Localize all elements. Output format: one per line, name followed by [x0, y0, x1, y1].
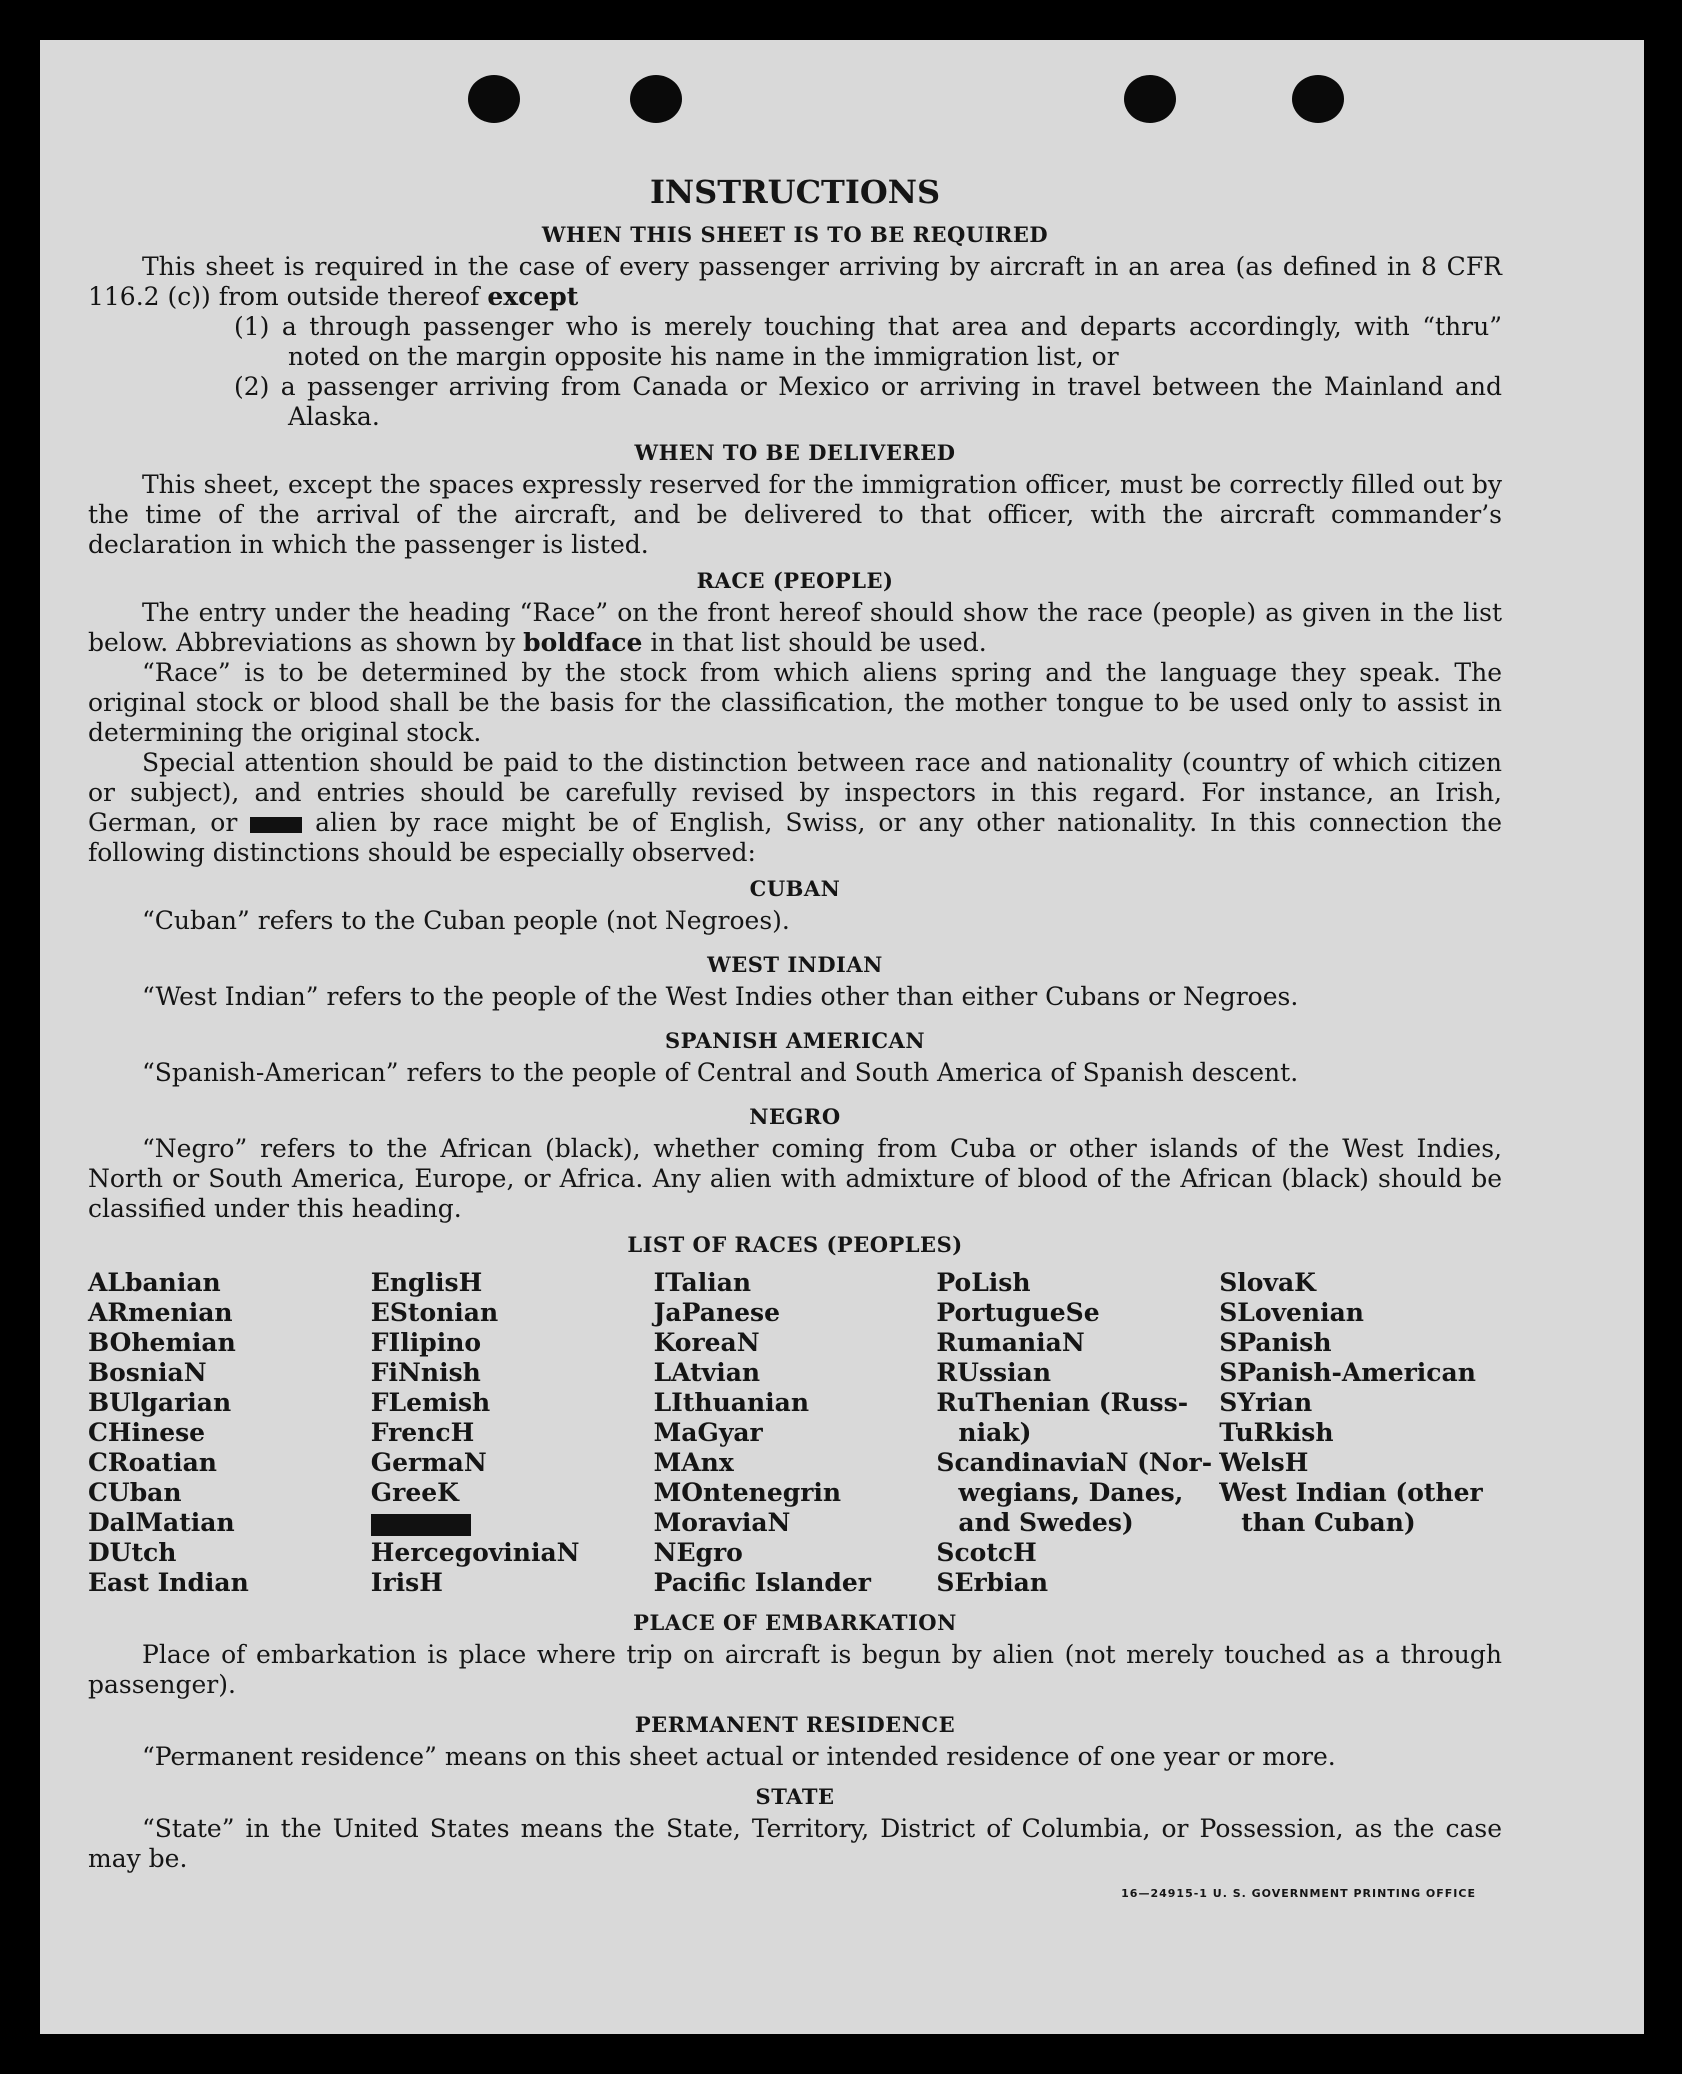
section-heading-race-list: LIST OF RACES (PEOPLES): [627, 1232, 963, 1257]
exception-list: [88, 312, 1502, 432]
race-entry: CUban: [88, 1478, 182, 1507]
punch-hole: [1292, 75, 1344, 123]
document-page: [40, 40, 1644, 2034]
race-entry-continued: and Swedes): [958, 1508, 1134, 1537]
section-heading-state: STATE: [755, 1784, 835, 1809]
race-paragraph-1: [88, 598, 1502, 658]
punch-hole: [630, 75, 682, 123]
race-column-2: [371, 1268, 654, 1598]
race-entry: PortugueSe: [936, 1298, 1100, 1327]
race-entry: JaPanese: [653, 1298, 781, 1327]
required-intro-text: This sheet is required in the case of every passenger arriving by aircraft in an area (as defined in 8 CFR 116.2 (c)) from outside thereof: [88, 252, 1502, 311]
race-entry: EStonian: [370, 1298, 499, 1327]
race-entry: East Indian: [88, 1568, 249, 1597]
race-entry: BosniaN: [88, 1358, 207, 1387]
race-column-3: [654, 1268, 937, 1598]
race-entry: IrisH: [370, 1568, 443, 1597]
race-p1-text: The entry under the heading “Race” on the front hereof should show the race (people) as given in the list below. Abbreviations as shown by: [88, 598, 1502, 657]
section-heading-delivered: WHEN TO BE DELIVERED: [634, 440, 956, 465]
item-text: a passenger arriving from Canada or Mexico or arriving in travel between the Mainland and Alaska.: [280, 372, 1502, 431]
race-entry: SlovaK: [1219, 1268, 1316, 1297]
race-entry: DalMatian: [88, 1508, 235, 1537]
race-entry: MOntenegrin: [653, 1478, 842, 1507]
residence-text: “Permanent residence” means on this sheet actual or intended residence of one year or more.: [142, 1742, 1336, 1771]
race-entry-continued: than Cuban): [1241, 1508, 1416, 1537]
race-entry: Pacific Islander: [653, 1568, 871, 1597]
race-entry: SYrian: [1219, 1388, 1313, 1417]
race-entry-continued: niak): [958, 1418, 1032, 1447]
race-entry: MoraviaN: [653, 1508, 791, 1537]
race-entry: West Indian (other: [1219, 1478, 1483, 1507]
race-entry: EnglisH: [370, 1268, 483, 1297]
race-entry: NEgro: [653, 1538, 743, 1567]
race-entry: ScotcH: [936, 1538, 1037, 1567]
delivered-text: This sheet, except the spaces expressly reserved for the immigration officer, must be correctly filled out by the time of the arrival of the aircraft, and be delivered to that officer, with the aircraft commander’s declaration in which the passenger is listed.: [88, 470, 1502, 559]
section-heading-cuban: CUBAN: [749, 876, 841, 901]
race-entry: MaGyar: [653, 1418, 763, 1447]
race-entry: KoreaN: [653, 1328, 760, 1357]
section-heading-negro: NEGRO: [749, 1104, 841, 1129]
race-column-1: [88, 1268, 371, 1598]
item-number: (1): [234, 312, 270, 341]
redaction-mark: [371, 1514, 471, 1536]
race-entry-continued: wegians, Danes,: [958, 1478, 1184, 1507]
race-entry: SLovenian: [1219, 1298, 1364, 1327]
race-entry: MAnx: [653, 1448, 734, 1477]
required-intro: [88, 252, 1502, 312]
required-except: except: [487, 282, 579, 311]
spanish-american-text: “Spanish-American” refers to the people of Central and South America of Spanish descent.: [142, 1058, 1299, 1087]
race-entry: SPanish: [1219, 1328, 1332, 1357]
page-title: INSTRUCTIONS: [649, 173, 941, 211]
race-entry: RuThenian (Russ-: [936, 1388, 1189, 1417]
punch-hole: [1124, 75, 1176, 123]
race-entry: SPanish-American: [1219, 1358, 1476, 1387]
race-entry: BOhemian: [88, 1328, 236, 1357]
race-p3-end: alien by race might be of English, Swiss, or any other nationality. In this connection the following distinctions should be especially observed:: [88, 808, 1502, 867]
race-entry: FLemish: [370, 1388, 491, 1417]
race-entry: FIlipino: [370, 1328, 482, 1357]
redaction-mark: [250, 817, 302, 833]
race-p1-end: in that list should be used.: [642, 628, 987, 657]
race-entry: ARmenian: [88, 1298, 233, 1327]
race-entry: WelsH: [1219, 1448, 1309, 1477]
race-entry: FrencH: [370, 1418, 475, 1447]
embarkation-text: Place of embarkation is place where trip on aircraft is begun by alien (not merely touched as a through passenger).: [88, 1640, 1502, 1699]
race-entry: PoLish: [936, 1268, 1031, 1297]
section-heading-residence: PERMANENT RESIDENCE: [634, 1712, 956, 1737]
race-entry: GreeK: [370, 1478, 459, 1507]
section-heading-race: RACE (PEOPLE): [696, 568, 894, 593]
race-entry: GermaN: [370, 1448, 487, 1477]
section-heading-required: WHEN THIS SHEET IS TO BE REQUIRED: [541, 222, 1049, 247]
race-entry: CHinese: [88, 1418, 206, 1447]
race-column-4: [936, 1268, 1219, 1598]
west-indian-text: “West Indian” refers to the people of the West Indies other than either Cubans or Negroes.: [142, 982, 1299, 1011]
race-column-5: [1219, 1268, 1502, 1598]
race-entry: ScandinaviaN (Nor-: [936, 1448, 1213, 1477]
race-entry: ALbanian: [88, 1268, 221, 1297]
race-list: [88, 1268, 1502, 1598]
item-text: a through passenger who is merely touching that area and departs accordingly, with “thru” noted on the margin opposite his name in the immigration list, or: [281, 312, 1502, 371]
race-entry: RUssian: [936, 1358, 1051, 1387]
race-paragraph-3: [88, 748, 1502, 868]
printer-code: 16—24915-1 U. S. GOVERNMENT PRINTING OFFICE: [1121, 1887, 1476, 1900]
race-entry: CRoatian: [88, 1448, 217, 1477]
race-entry: HercegoviniaN: [370, 1538, 580, 1567]
race-p1-bold: boldface: [523, 628, 643, 657]
race-entry: LIthuanian: [653, 1388, 810, 1417]
race-entry: FiNnish: [370, 1358, 481, 1387]
state-text: “State” in the United States means the State, Territory, District of Columbia, or Possession, as the case may be.: [88, 1814, 1502, 1873]
instructions-body: [88, 170, 1502, 1874]
race-p3-text: Special attention should be paid to the distinction between race and nationality (country of which citizen or subject), and entries should be carefully revised by inspectors in this regard. For instance, an Irish, German, or: [88, 748, 1502, 837]
cuban-text: “Cuban” refers to the Cuban people (not Negroes).: [142, 906, 790, 935]
race-entry: RumaniaN: [936, 1328, 1085, 1357]
race-entry-redacted: [371, 1508, 654, 1538]
race-entry: DUtch: [88, 1538, 177, 1567]
race-entry: BUlgarian: [88, 1388, 232, 1417]
race-paragraph-2: “Race” is to be determined by the stock from which aliens spring and the language they speak. The original stock or blood shall be the basis for the classification, the mother tongue to be used only to assist in determining the original stock.: [88, 658, 1502, 747]
race-entry: LAtvian: [653, 1358, 761, 1387]
exception-item: [88, 372, 1502, 432]
race-entry: ITalian: [653, 1268, 752, 1297]
punch-hole: [468, 75, 520, 123]
section-heading-embarkation: PLACE OF EMBARKATION: [633, 1610, 957, 1635]
race-entry: TuRkish: [1219, 1418, 1334, 1447]
exception-item: [88, 312, 1502, 372]
section-heading-west-indian: WEST INDIAN: [707, 952, 883, 977]
item-number: (2): [234, 372, 270, 401]
section-heading-spanish-american: SPANISH AMERICAN: [664, 1028, 926, 1053]
race-entry: SErbian: [936, 1568, 1049, 1597]
negro-text: “Negro” refers to the African (black), whether coming from Cuba or other islands of the West Indies, North or South America, Europe, or Africa. Any alien with admixture of blood of the African (black) should be classified under this heading.: [88, 1134, 1502, 1223]
